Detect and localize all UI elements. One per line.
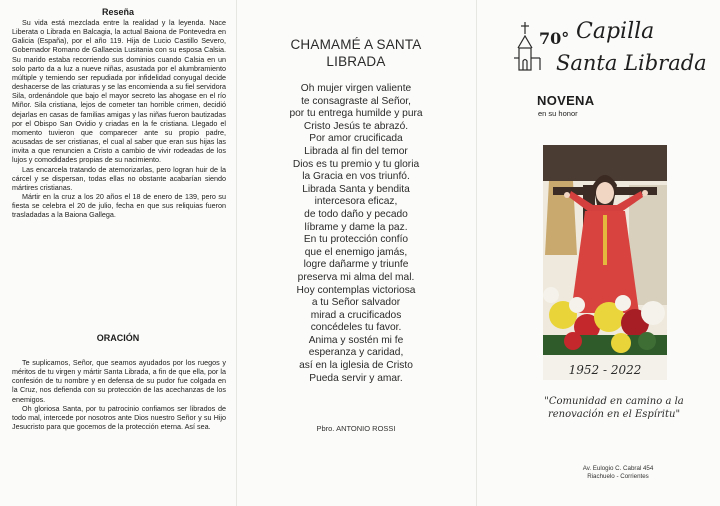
- cover-panel: [476, 0, 720, 506]
- poem-line: Cristo Jesús te abrazó.: [303, 120, 409, 132]
- poem-line: Por amor crucificada: [309, 133, 403, 145]
- oracion-paragraph: Te suplicamos, Señor, que seamos ayudados por los ruegos y méritos de tu virgen y mártir Santa Librada, a fin de que ella, por la confesión de tu nombre y en defensa de su pudor fue colgada en la Cruz, nos defienda con su protección de las acechanzas de los enemigos.: [12, 358, 226, 404]
- poem-author: Pbro. ANTONIO ROSSI: [316, 424, 396, 433]
- oracion-paragraph: Oh gloriosa Santa, por tu patrocinio confiamos ser librados de todo mal, intercede por nosotros ante Dios nuestro Señor y su Hijo Jesucristo para que gocemos de la protección eterna. Así sea.: [12, 403, 226, 432]
- middle-panel: [236, 0, 477, 506]
- address: [548, 465, 688, 482]
- poem-line: la Gracia en vos triunfó.: [302, 171, 410, 183]
- poem-line: Oh mujer virgen valiente: [300, 83, 412, 94]
- address-line: Riachuelo - Corrientes: [587, 473, 649, 481]
- left-panel: [0, 0, 237, 506]
- resena-title: Reseña: [101, 7, 135, 17]
- resena-body: [12, 18, 226, 219]
- poem-line: intercesora eficaz,: [314, 196, 398, 208]
- oracion-title: ORACIÓN: [96, 333, 140, 343]
- poem-line: por tu entrega humilde y pura: [289, 108, 423, 120]
- church-icon: [514, 22, 540, 70]
- resena-paragraph: Su vida está mezclada entre la realidad y la leyenda. Nace Liberata o Librada en Balcagia, la actual Baiona de Pontevedra en Galicia (España), por el año 119. Hija de Lucio Castillo Severo, Gobernador Romano de Gallaecia Lusitania con su esposa Calsia. Su marido estaba recorriendo sus dominios cuando Calsia en un solo parto da a luz a nueve niñas, asustada por el alumbramiento múltiple y temiendo ser repudiada por infidelidad conyugal decide deshacerse de las criaturas y se las encomienda a su fiel servidora Sila, ordenándole que bajo el mayor secreto las ahogase en el río Miñor. Sila cristiana, lejos de cometer tan horrible crimen, decidió dejarlas en casas de familias amigas y las niñas fueron bautizadas por el Obispo San Ovidio y criadas en la fe cristiana. Llegado el momento tuvieron que comparecer ante su propio padre, acusadas de ser cristianas, el cual al saber que eran sus hijas las invita a que renuncien a Cristo a cambio de vivir rodeadas de los lujos y comodidades propias de su nacimiento.: [12, 18, 226, 165]
- poem-line: Anima y sostén mi fe: [308, 334, 404, 346]
- saint-photo: [543, 145, 667, 380]
- resena-paragraph: Las encarcela tratando de atemorizarlas, pero logran huir de la cárcel y se dispersan, todas ellas no obstante acabarían siendo mártires cristianas.: [12, 164, 226, 192]
- logo-santa-librada: Santa Librada: [556, 51, 707, 75]
- poem-line: Librada Santa y bendita: [302, 183, 410, 195]
- poem-line: concédeles tu favor.: [310, 322, 402, 334]
- chamame-title-line: LIBRADA: [326, 54, 386, 69]
- poem-line: Dios es tu premio y tu gloria: [292, 158, 420, 170]
- chamame-title: [236, 36, 476, 70]
- poem-line: así en la iglesia de Cristo: [299, 360, 413, 372]
- oracion-body: [12, 358, 226, 431]
- poem-line: Pueda servir y amar.: [309, 372, 403, 384]
- poem-line: En tu protección confío: [303, 234, 409, 246]
- poem-line: te consagraste al Señor,: [301, 95, 411, 107]
- poem-line: a tu Señor salvador: [311, 297, 401, 309]
- address-line: Av. Eulogio C. Cabral 454: [582, 465, 654, 472]
- poem-line: preserva mi alma del mal.: [297, 271, 415, 283]
- motto: "Comunidad en camino a la renovación en el Espíritu": [544, 396, 684, 420]
- poem-line: que el enemigo jamás,: [304, 246, 408, 258]
- logo-capilla: Capilla: [576, 19, 655, 44]
- novena-subtitle: en su honor: [538, 109, 578, 118]
- chamame-title-line: CHAMAMÉ A SANTA: [290, 37, 422, 52]
- novena-title: NOVENA: [537, 93, 595, 108]
- anniversary-mark: 70°: [539, 29, 570, 48]
- poem-line: esperanza y caridad,: [308, 347, 404, 359]
- poem-line: Hoy contemplas victoriosa: [296, 284, 416, 296]
- years-label: 1952 - 2022: [568, 363, 642, 377]
- poem-line: mirad a crucificados: [310, 309, 402, 321]
- poem-line: logre dañarme y triunfe: [303, 259, 409, 271]
- poem-line: Librada al fin del temor: [304, 145, 408, 157]
- resena-paragraph: Mártir en la cruz a los 20 años el 18 de enero de 139, pero su fiesta se celebra el 20 de julio, fecha en que sus reliquias fueron trasladadas a la Baiona Gallega.: [12, 191, 226, 220]
- chamame-poem: [236, 83, 476, 385]
- poem-line: líbrame y dame la paz.: [304, 221, 408, 233]
- chapel-logo: [514, 14, 714, 80]
- poem-line: de todo daño y pecado: [304, 208, 408, 220]
